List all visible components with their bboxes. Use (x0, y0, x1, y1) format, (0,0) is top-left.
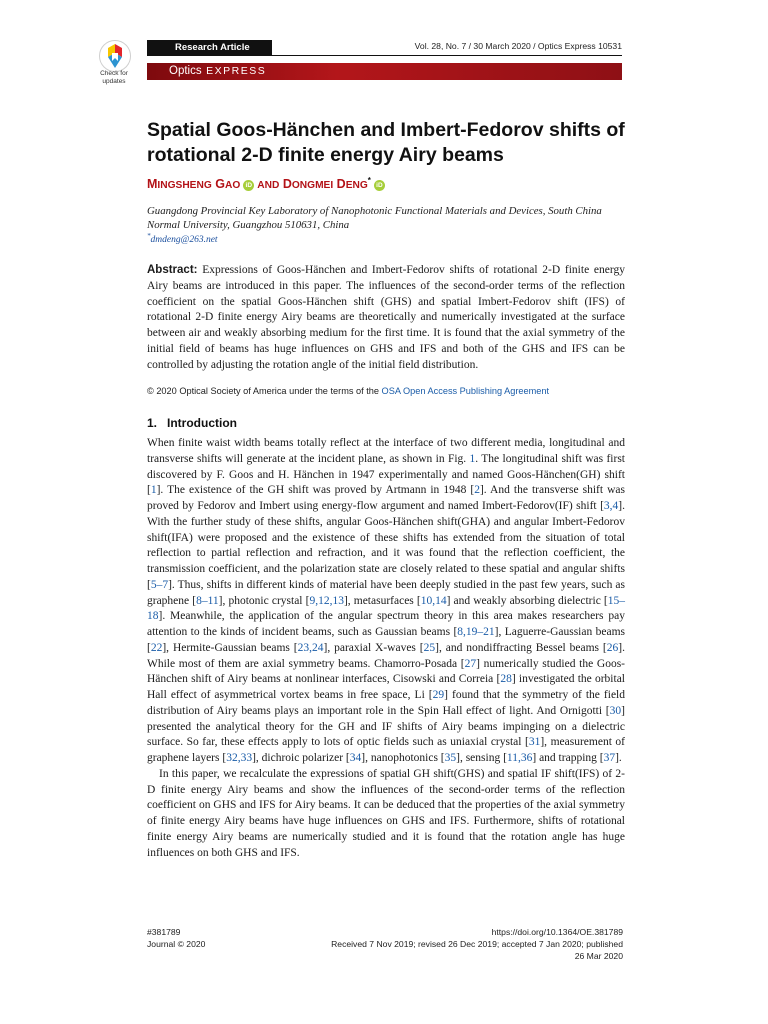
citation-link[interactable]: 8–11 (196, 594, 219, 607)
author-separator: AND (257, 180, 280, 192)
license-link[interactable]: OSA Open Access Publishing Agreement (381, 386, 550, 396)
citation-link[interactable]: 2 (474, 484, 480, 497)
intro-text-run: ]. Thus, shifts in different kinds of material have been deeply studied in the past few years, such as graphene [ (147, 578, 625, 607)
citation-link[interactable]: 25 (423, 641, 436, 654)
intro-text-run: ], Hermite-Gaussian beams [ (162, 641, 298, 654)
section-heading: 1. Introduction (147, 416, 237, 430)
citation-link[interactable]: 5–7 (150, 578, 169, 591)
intro-text-run: ], dichroic polarizer [ (252, 752, 350, 764)
paper-title: Spatial Goos-Hänchen and Imbert-Fedorov shifts of rotational 2-D finite energy Airy beams (147, 119, 625, 166)
intro-text-run: ]. While most of them are axial symmetry beams. Chamorro-Posada [ (147, 641, 625, 670)
citation-link[interactable]: 23,24 (297, 641, 324, 654)
footer-right (330, 926, 623, 962)
abstract-heading: Abstract: (147, 264, 198, 276)
intro-text-run: ] investigated the orbital Hall effect of asymmetrical vortex beams in free space, Li [ (147, 673, 625, 701)
intro-text-run: . The longitudinal shift was first discovered by F. Goos and H. Hänchen in 1947 experimentally and named Goos-Hänchen(GH) shift [ (147, 452, 625, 497)
article-type-label: Research Article (147, 40, 272, 56)
intro-text-run: ], and nondiffracting Bessel beams [ (435, 641, 607, 654)
citation-link[interactable]: 26 (606, 641, 619, 654)
intro-text-run: ], measurement of graphene layers [ (147, 736, 625, 764)
affiliation: Guangdong Provincial Key Laboratory of Nanophotonic Functional Materials and Devices, South China Normal University, Guangzhou 510631, China (147, 205, 602, 231)
intro-text-run: ] numerically studied the Goos-Hänchen shift of Airy beams at nonlinear interfaces, Cisowski and Correia [ (147, 657, 625, 686)
manuscript-id: #381789 (147, 927, 181, 937)
intro-text-run: ], paraxial X-waves [ (323, 641, 424, 654)
citation-link[interactable]: 37 (603, 752, 616, 764)
intro-paragraph-1 (147, 436, 625, 767)
corresponding-mark: * (367, 176, 371, 185)
badge-line-1: Check for (100, 70, 128, 77)
citation-link[interactable]: 34 (349, 752, 362, 764)
intro-text-run: ]. With the further study of these shifts, angular Goos-Hänchen shift(GHA) and angular Imbert-Fedorov shift(IFA) were proposed and the existence of these shifts has extended from the situation of total reflection to partial reflection and refraction, and it was found that the reflection coefficient, the transmission coefficient, and the polarization state are closely related to these spatial and angular shifts [ (147, 500, 625, 591)
citation-link[interactable]: 9,12,13 (309, 594, 344, 607)
intro-text-run: When finite waist width beams totally reflect at the interface of two different media, longitudinal and transverse shifts will generate at the incident plane, as shown in Fig. (147, 437, 625, 465)
journal-name-part-1: Optics (169, 65, 202, 77)
orcid-icon[interactable]: iD (243, 180, 254, 191)
introduction-body (147, 436, 625, 861)
crossmark-icon (99, 40, 131, 72)
intro-text-run: ] presented the analytical theory for the GH and IF shifts of Airy beams impinging on a dielectric surface. So far, these effects apply to lots of optic fields such as uniaxial crystal [ (147, 704, 625, 749)
citation-link[interactable]: 27 (464, 657, 477, 670)
intro-text-run: ] and trapping [ (532, 752, 604, 764)
citation-link[interactable]: 30 (609, 704, 622, 717)
intro-text-run: ] and weakly absorbing dielectric [ (446, 594, 608, 607)
intro-paragraph-2: In this paper, we recalculate the expressions of spatial GH shift(GHS) and spatial IF shift(IFS) of 2-D finite energy Airy beams and show the influences of the second-order terms of the reflection coefficient on GHS and IFS for Airy beams. It can be deduced that the properties of the axial symmetry of finite energy Airy beams have huge influences on GHS and IFS. Furthermore, shifts of rotational finite energy Airy beams are numerically studied and it is found that the rotation angle has huge influences on both GHS and IFS. (147, 767, 625, 859)
footer-left (147, 926, 205, 950)
journal-banner (147, 63, 622, 80)
author-line (147, 176, 388, 191)
header-rule (147, 55, 622, 56)
citation-link[interactable]: 35 (444, 752, 457, 764)
citation-link[interactable]: 15–18 (147, 594, 625, 623)
intro-text-run: ], Laguerre-Gaussian beams [ (147, 626, 625, 654)
abstract-text: Expressions of Goos-Hänchen and Imbert-Fedorov shifts of rotational 2-D finite energy Airy beams are introduced in this paper. The influences of the second-order terms of the reflection coefficient on the spatial Goos-Hänchen shift (GHS) and spatial Imbert-Fedorov shift (IFS) of rotational 2-D finite energy Airy beams are theoretically and numerically investigated at the surface between air and weakly absorbing medium for the first time. It is found that the axial symmetry of the initial field of beams has huge influences on GHS and IFS and both of the GHS and IFS can be controlled by adjusting the rotation angle of the initial field distribution. (147, 264, 625, 371)
citation-link[interactable]: 28 (500, 673, 512, 686)
citation-link[interactable]: 31 (528, 736, 541, 749)
intro-text-run: ], photonic crystal [ (218, 594, 310, 607)
intro-text-run: ], nanophotonics [ (361, 752, 445, 764)
check-for-updates-badge[interactable] (90, 40, 138, 88)
journal-copyright: Journal © 2020 (147, 939, 206, 949)
citation-link[interactable]: 8,19–21 (457, 626, 495, 638)
citation-link[interactable]: 10,14 (420, 594, 447, 607)
doi-link[interactable]: https://doi.org/10.1364/OE.381789 (491, 927, 623, 937)
header-citation: Vol. 28, No. 7 / 30 March 2020 / Optics Express 10531 (414, 41, 622, 51)
author-2[interactable]: DONGMEI DENG (282, 177, 368, 192)
citation-link[interactable]: 11,36 (506, 752, 533, 764)
copyright-line: © 2020 Optical Society of America under the terms of the OSA Open Access Publishing Agreement (147, 386, 550, 396)
intro-text-run: ]. (615, 752, 622, 764)
citation-link[interactable]: 3,4 (603, 500, 619, 512)
citation-link[interactable]: 29 (432, 689, 445, 701)
citation-link[interactable]: 22 (150, 641, 163, 654)
citation-link[interactable]: 1 (469, 452, 476, 465)
intro-text-run: ]. The existence of the GH shift was proved by Artmann in 1948 [ (156, 484, 475, 497)
corresponding-email[interactable]: *dmdeng@263.net (147, 232, 218, 246)
publication-history: Received 7 Nov 2019; revised 26 Dec 2019; accepted 7 Jan 2020; published 26 Mar 2020 (331, 939, 623, 961)
abstract (147, 263, 625, 374)
intro-text-run: ], sensing [ (456, 752, 507, 764)
badge-line-2: updates (102, 77, 126, 85)
intro-text-run: ] found that the symmetry of the field distribution of Airy beams plays an important role in the Spin Hall effect of light. And Ornigotti [ (147, 689, 625, 717)
citation-link[interactable]: 32,33 (226, 752, 253, 764)
citation-link[interactable]: 1 (150, 484, 157, 497)
intro-text-run: ]. Meanwhile, the application of the angular spectrum theory in this area makes researchers pay attention to the kinds of incident beams, such as Gaussian beams [ (147, 610, 625, 638)
author-1[interactable]: MINGSHENG GAO (147, 177, 241, 192)
journal-name-part-2: EXPRESS (206, 65, 267, 77)
intro-text-run: ], metasurfaces [ (343, 594, 421, 607)
intro-text-run: ]. And the transverse shift was proved by Fedorov and Imbert using energy-flow argument and named Imbert-Fedorov(IF) shift [ (147, 484, 625, 512)
orcid-icon[interactable]: iD (374, 180, 385, 191)
